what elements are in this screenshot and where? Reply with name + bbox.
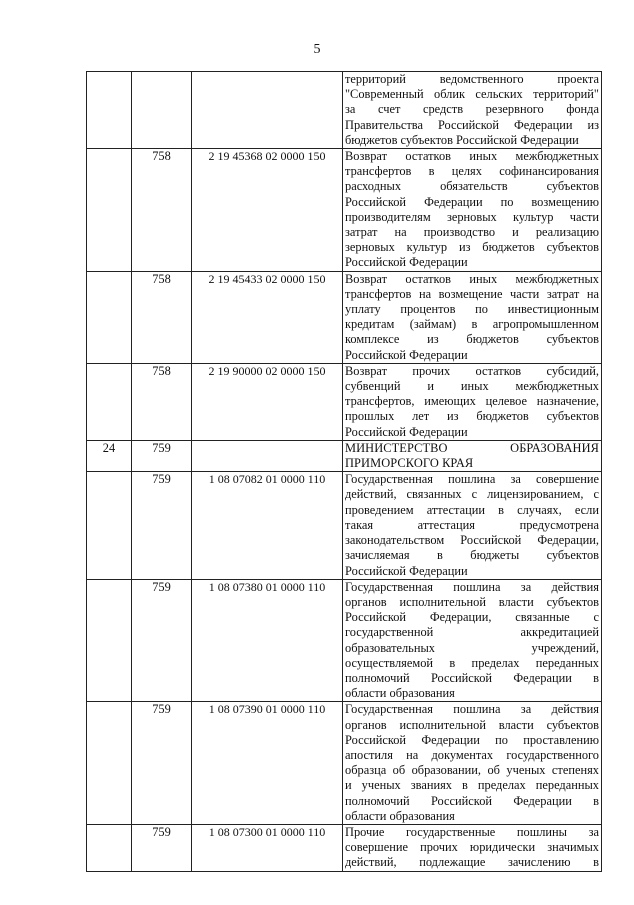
revenue-name-line: Возврат остатков иных межбюджетных [345, 149, 599, 164]
revenue-name-line: трансфертов на возмещение части затрат на [345, 286, 599, 301]
revenue-name-line: Государственная пошлина за действия [345, 579, 599, 594]
revenue-name-line: органов исполнительной власти субъектов [345, 717, 599, 732]
administrator-code-cell: 759 [132, 824, 192, 871]
revenue-name-line: Российской Федерации [345, 563, 468, 578]
revenue-name-line: расходных обязательств субъектов [345, 179, 599, 194]
revenue-name-line: зачисляемая в бюджеты субъектов [345, 548, 599, 563]
revenue-name-line: образца об образовании, об ученых степенях [345, 763, 599, 778]
revenue-name-line: Возврат остатков иных межбюджетных [345, 271, 599, 286]
budget-classification-code-cell [192, 72, 343, 149]
table-row [87, 579, 602, 702]
table-row [87, 472, 602, 579]
revenue-name-cell [343, 472, 602, 579]
table-row [87, 72, 602, 149]
page-number: 5 [313, 42, 321, 57]
administrator-code-cell: 758 [132, 271, 192, 363]
administrator-code-cell: 758 [132, 363, 192, 440]
revenue-name-line: субвенций и иных межбюджетных [345, 379, 599, 394]
budget-classification-code-cell [192, 440, 343, 471]
row-number-cell [87, 702, 132, 825]
revenue-name-line: Государственная пошлина за совершение [345, 472, 599, 487]
revenue-name-line: трансфертов, имеющих целевое назначение, [345, 394, 599, 409]
administrator-code-cell: 759 [132, 472, 192, 579]
table-row [87, 149, 602, 272]
administrator-code-cell: 759 [132, 440, 192, 471]
table-row [87, 363, 602, 440]
revenue-name-line: апостиля на документах государственного [345, 747, 599, 762]
revenue-name-line: образовательных учреждений, [345, 640, 599, 655]
revenue-name-line: Государственная пошлина за действия [345, 702, 599, 717]
administrator-code-cell: 758 [132, 149, 192, 272]
revenue-name-line: проведением аттестации в случаях, если [345, 502, 599, 517]
revenue-name-cell [343, 363, 602, 440]
revenue-name-line: области образования [345, 686, 455, 701]
revenue-name-line: действий, подлежащие зачислению в [345, 855, 599, 870]
revenue-name-line: затрат на производство и реализацию [345, 225, 599, 240]
revenue-name-line: Российской Федерации [345, 255, 468, 270]
row-number-cell [87, 363, 132, 440]
revenue-name-line: трансфертов в целях софинансирования [345, 164, 599, 179]
table-row [87, 271, 602, 363]
revenue-name-line: осуществляемой в пределах переданных [345, 655, 599, 670]
budget-classification-code-cell: 1 08 07380 01 0000 110 [192, 579, 343, 702]
revenue-name-cell [343, 271, 602, 363]
revenue-name-line: МИНИСТЕРСТВО ОБРАЗОВАНИЯ [345, 440, 599, 455]
revenue-name-line: комплексе из бюджетов субъектов [345, 332, 599, 347]
revenue-name-line: Российской Федерации [345, 424, 468, 439]
revenue-name-line: государственной аккредитацией [345, 625, 599, 640]
revenue-name-line: бюджетов субъектов Российской Федерации [345, 132, 579, 147]
revenue-codes-table [86, 71, 602, 872]
row-number-cell [87, 579, 132, 702]
revenue-name-line: кредитам (займам) в агропромышленном [345, 317, 599, 332]
revenue-name-line: Правительства Российской Федерации из [345, 117, 599, 132]
table-row [87, 824, 602, 871]
revenue-name-line: территорий ведомственного проекта [345, 72, 599, 86]
revenue-name-line: действий, связанных с лицензированием, с [345, 487, 599, 502]
budget-classification-code-cell: 1 08 07390 01 0000 110 [192, 702, 343, 825]
table-row [87, 702, 602, 825]
row-number-cell [87, 472, 132, 579]
revenue-name-line: Возврат прочих остатков субсидий, [345, 363, 599, 378]
revenue-name-line: законодательством Российской Федерации, [345, 533, 599, 548]
revenue-name-cell [343, 72, 602, 149]
row-number-cell [87, 72, 132, 149]
budget-classification-code-cell: 2 19 90000 02 0000 150 [192, 363, 343, 440]
budget-classification-code-cell: 2 19 45433 02 0000 150 [192, 271, 343, 363]
revenue-name-line: "Современный облик сельских территорий" [345, 87, 599, 102]
revenue-name-line: ПРИМОРСКОГО КРАЯ [345, 456, 474, 471]
revenue-name-line: Российской Федерации по возмещению [345, 194, 599, 209]
revenue-name-line: уплату процентов по инвестиционным [345, 302, 599, 317]
budget-classification-code-cell: 1 08 07300 01 0000 110 [192, 824, 343, 871]
row-number-cell: 24 [87, 440, 132, 471]
revenue-name-line: области образования [345, 808, 455, 823]
revenue-name-line: органов исполнительной власти субъектов [345, 594, 599, 609]
revenue-name-line: зерновых культур из бюджетов субъектов [345, 240, 599, 255]
revenue-name-cell [343, 824, 602, 871]
administrator-code-cell [132, 72, 192, 149]
table-row [87, 440, 602, 471]
revenue-name-line: Российской Федерации, связанные с [345, 610, 599, 625]
row-number-cell [87, 271, 132, 363]
administrator-code-cell: 759 [132, 579, 192, 702]
revenue-name-line: полномочий Российской Федерации в [345, 793, 599, 808]
revenue-name-cell [343, 149, 602, 272]
budget-classification-code-cell: 2 19 45368 02 0000 150 [192, 149, 343, 272]
revenue-name-cell [343, 579, 602, 702]
revenue-name-cell [343, 702, 602, 825]
revenue-name-line: совершение прочих юридически значимых [345, 840, 599, 855]
row-number-cell [87, 149, 132, 272]
revenue-name-line: полномочий Российской Федерации в [345, 670, 599, 685]
revenue-name-cell [343, 440, 602, 471]
administrator-code-cell: 759 [132, 702, 192, 825]
revenue-name-line: Российской Федерации по проставлению [345, 732, 599, 747]
revenue-name-line: такая аттестация предусмотрена [345, 517, 599, 532]
budget-classification-code-cell: 1 08 07082 01 0000 110 [192, 472, 343, 579]
revenue-name-line: Прочие государственные пошлины за [345, 824, 599, 839]
revenue-name-line: и ученых званиях в пределах переданных [345, 778, 599, 793]
revenue-name-line: прошлых лет из бюджетов субъектов [345, 409, 599, 424]
row-number-cell [87, 824, 132, 871]
revenue-name-line: за счет средств резервного фонда [345, 102, 599, 117]
revenue-name-line: производителям зерновых культур части [345, 209, 599, 224]
table-body [87, 72, 602, 872]
revenue-name-line: Российской Федерации [345, 347, 468, 362]
